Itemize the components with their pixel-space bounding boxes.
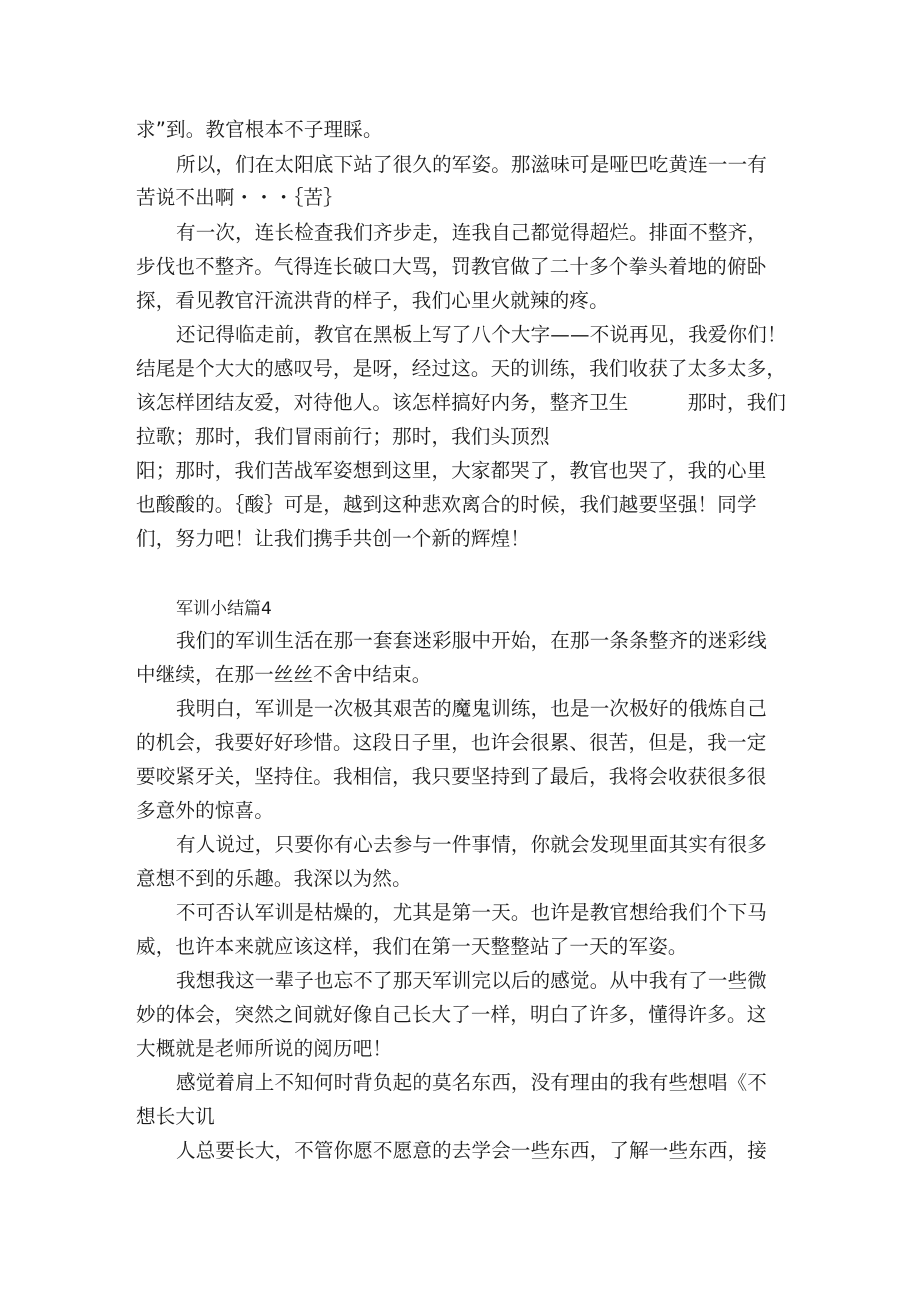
text-line: 阳；那时，我们苦战军姿想到这里，大家都哭了，教官也哭了，我的心里 [136, 459, 767, 482]
paragraph-start: 人总要长大，不管你愿不愿意的去学会一些东西，了解一些东西，接 [176, 1139, 768, 1162]
paragraph-start: 所以，们在太阳底下站了很久的军姿。那滋味可是哑巴吃黄连一一有 [176, 153, 768, 176]
text-line: 威，也许本来就应该这样，我们在第一天整整站了一天的军姿。 [136, 935, 688, 958]
text-line: 多意外的惊喜。 [136, 799, 274, 822]
text-line: 的机会，我要好好珍惜。这段日子里，也许会很累、很苦，但是，我一定 [136, 731, 767, 754]
paragraph-start: 我们的军训生活在那一套套迷彩服中开始，在那一条条整齐的迷彩线 [176, 629, 768, 652]
paragraph-start: 还记得临走前，教官在黑板上写了八个大字——不说再见，我爱你们！ [176, 323, 787, 346]
section-heading: 军训小结篇4 [176, 599, 272, 619]
text-line: 大概就是老师所说的阅历吧！ [136, 1037, 393, 1060]
paragraph-start: 我明白，军训是一次极其艰苦的魔鬼训练，也是一次极好的俄炼自己 [176, 697, 768, 720]
text-line: 结尾是个大大的感叹号，是呀，经过这。天的训练，我们收获了太多太多， [136, 357, 787, 380]
text-line: 意想不到的乐趣。我深以为然。 [136, 867, 412, 890]
text-line: 探，看见教官汗流洪背的样子，我们心里火就辣的疼。 [136, 289, 609, 312]
text-line: 也酸酸的。｛酸｝可是，越到这种悲欢离合的时候，我们越要坚强！同学 [136, 493, 757, 516]
text-line: 中继续，在那一丝丝不舍中结束。 [136, 663, 432, 686]
text-line: 求”到。教官根本不子理睬。 [136, 118, 383, 141]
paragraph-start: 感觉着肩上不知何时背负起的莫名东西，没有理由的我有些想唱《不 [176, 1071, 768, 1094]
paragraph-start: 有人说过，只要你有心去参与一件事情，你就会发现里面其实有很多 [176, 833, 768, 856]
text-line: 该怎样团结友爱，对待他人。该怎样搞好内务，整齐卫生 那时，我们 [136, 391, 787, 414]
text-line: 步伐也不整齐。气得连长破口大骂，罚教官做了二十多个拳头着地的俯卧 [136, 255, 767, 278]
paragraph-start: 有一次，连长检査我们齐步走，连我自己都觉得超烂。排面不整齐， [176, 221, 768, 244]
text-line: 们，努力吧！让我们携手共创一个新的辉煌！ [136, 527, 531, 550]
text-line: 苦说不出啊・・・｛苦｝ [136, 186, 343, 209]
text-line: 拉歌；那时，我们冒雨前行；那时，我们头顶烈 [136, 425, 550, 448]
paragraph-start: 我想我这一辈子也忘不了那天军训完以后的感觉。从中我有了一些微 [176, 969, 768, 992]
text-line: 想长大讥 [136, 1105, 215, 1128]
text-line: 妙的体会，突然之间就好像自己长大了一样，明白了许多，懂得许多。这 [136, 1003, 767, 1026]
text-line: 要咬紧牙关，坚持住。我相信，我只要坚持到了最后，我将会收获很多很 [136, 765, 767, 788]
paragraph-start: 不可否认军训是枯燥的，尤其是第一天。也许是教官想给我们个下马 [176, 901, 768, 924]
